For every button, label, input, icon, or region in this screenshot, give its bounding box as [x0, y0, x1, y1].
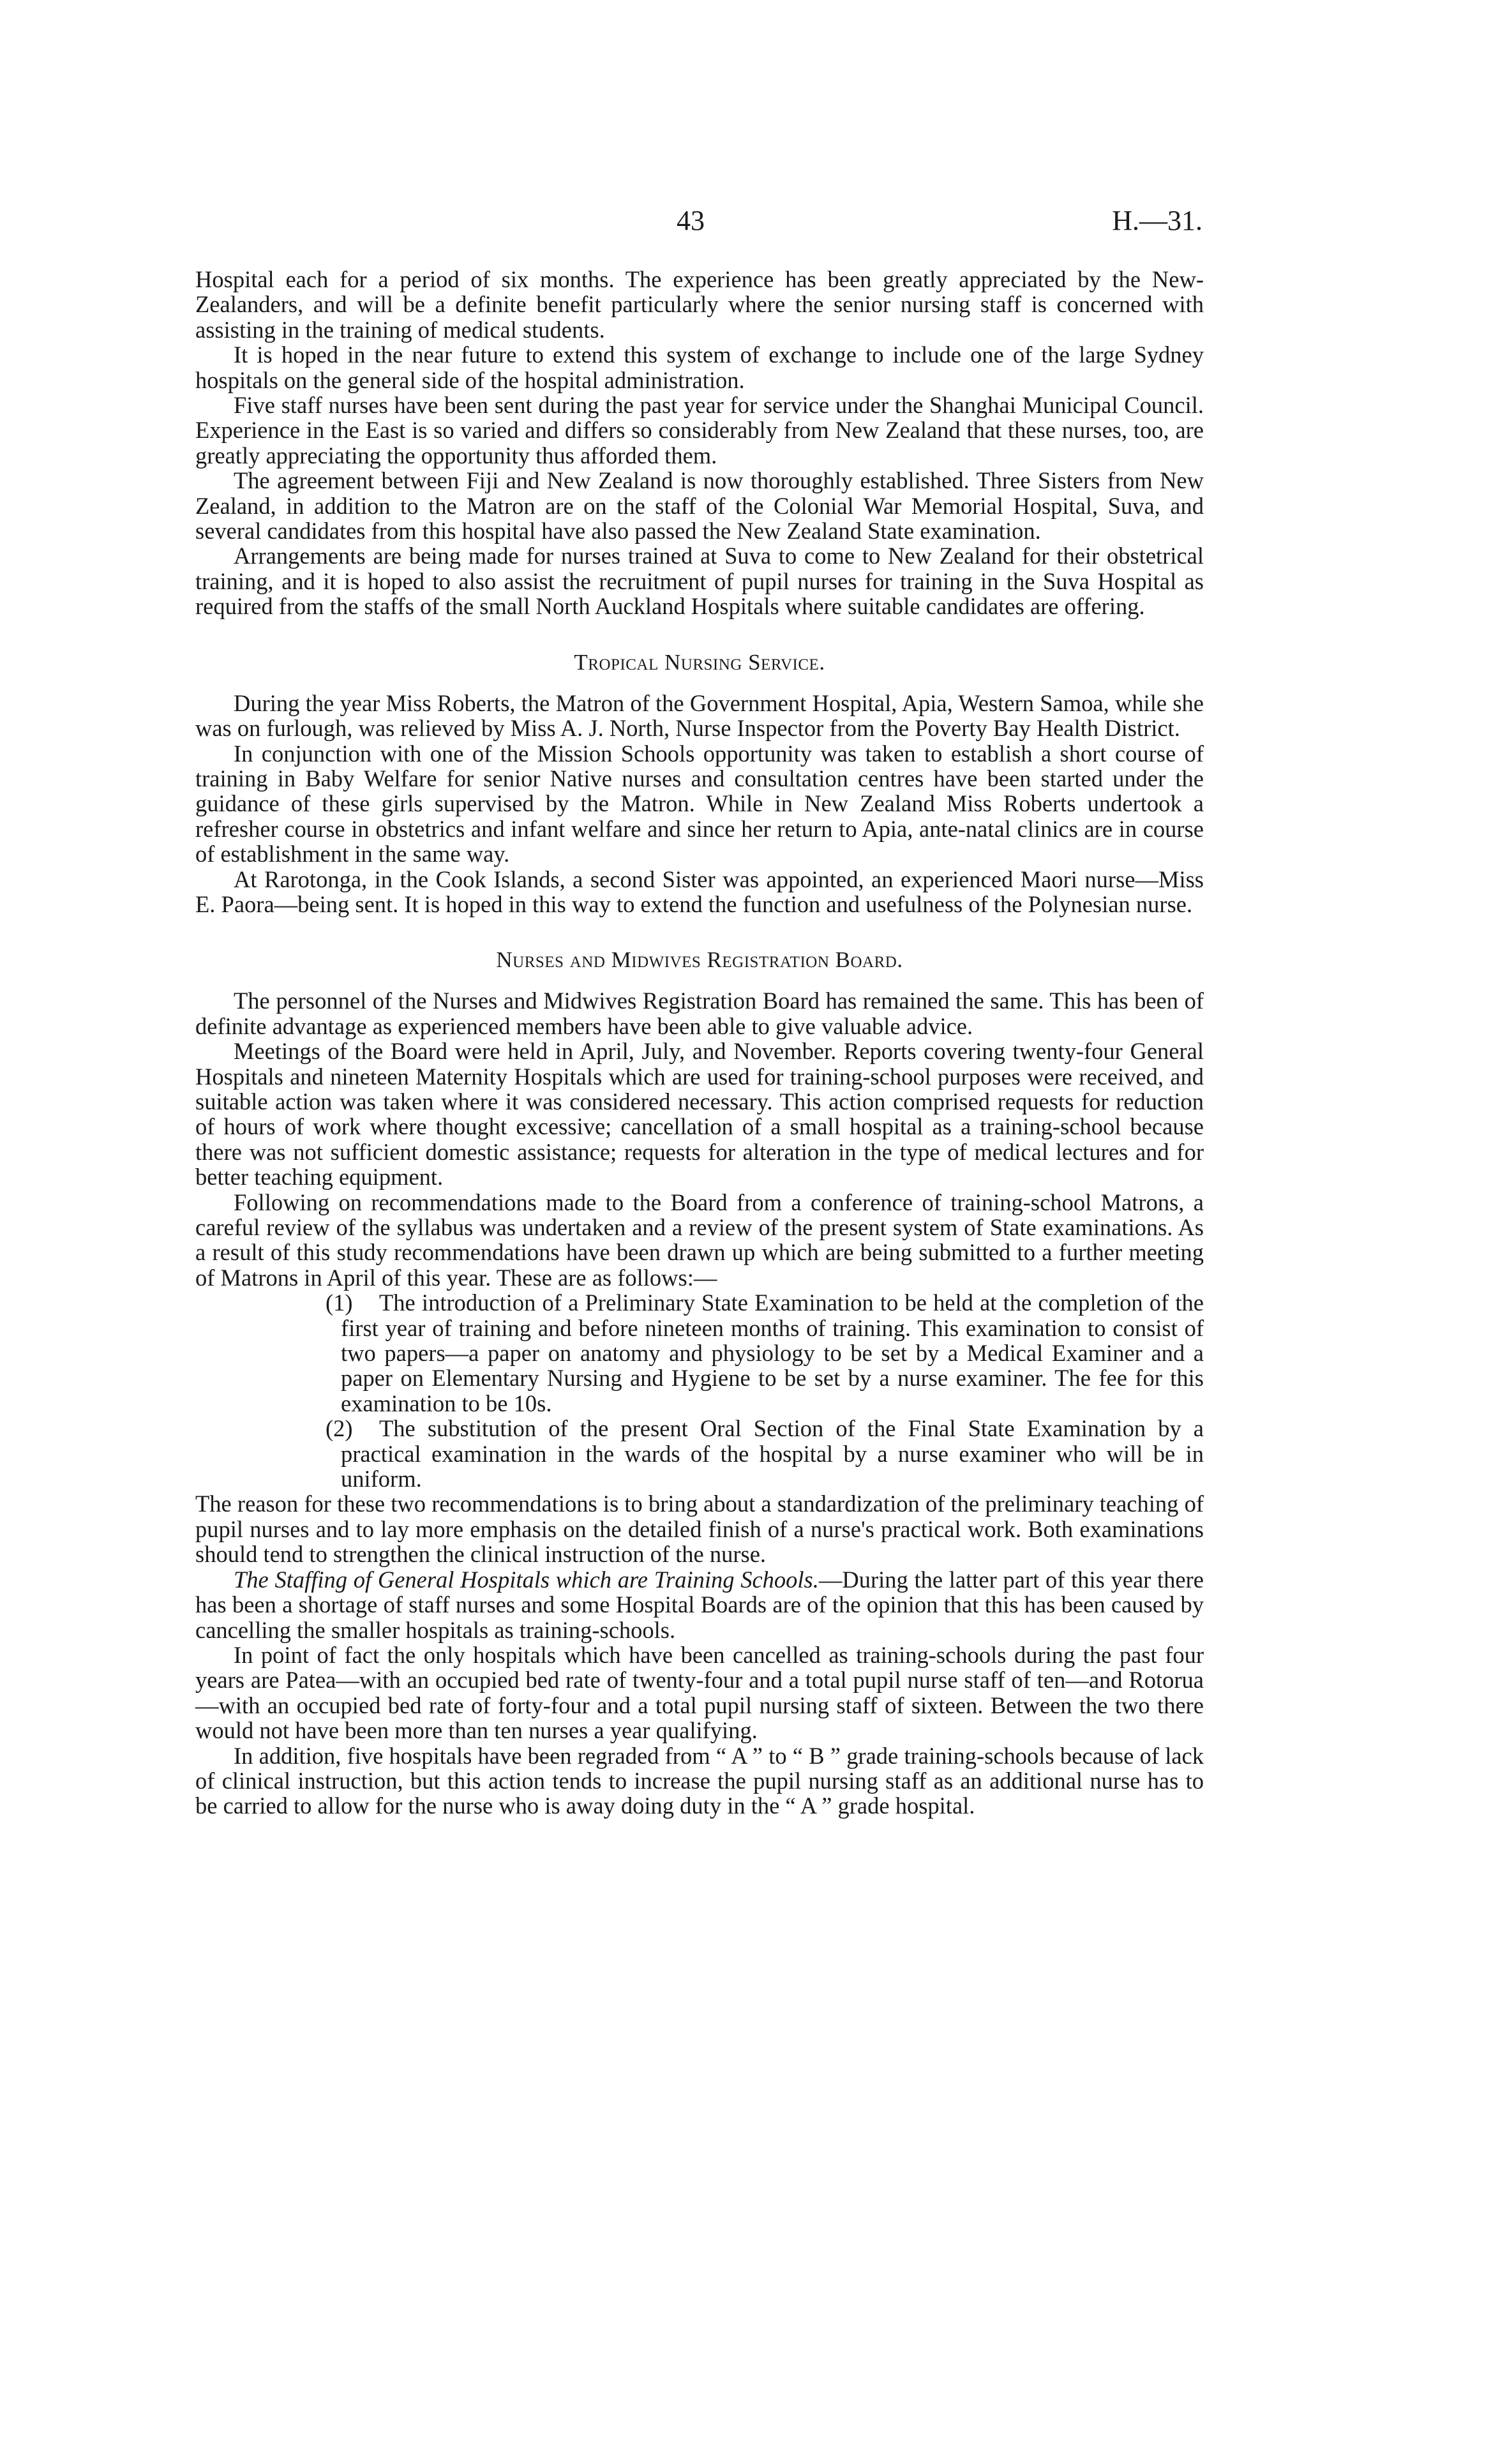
section-heading-tropical: Tropical Nursing Service.	[574, 649, 825, 675]
paragraph: The reason for these two recommendations is to bring about a standardization of the preliminary teaching of pupil nurses and to lay more emphasis on the detailed finish of a nurse's practical work. Both examinations should tend to strengthen the clinical instruction of the nurse.	[195, 1491, 1204, 1568]
paragraph: In point of fact the only hospitals which have been cancelled as training-schools during the past four years are Patea—with an occupied bed rate of twenty-four and a total pupil nurse staff of ten—and Rotorua—with an occupied bed rate of forty-four and a total pupil nursing staff of sixteen. Between the two there would not have been more than ten nurses a year qualifying.	[195, 1641, 1204, 1744]
paragraph: Hospital each for a period of six months. The experience has been greatly appreciated by the New-Zealanders, and will be a definite benefit particularly where the senior nursing staff is concerned with assisting in the training of medical students.	[195, 266, 1204, 343]
list-item-number: (2)	[326, 1415, 353, 1442]
list-item-number: (1)	[326, 1289, 353, 1316]
list-item	[213, 1290, 1204, 1416]
paragraph-staffing	[195, 1567, 1204, 1642]
paragraph: In conjunction with one of the Mission Schools opportunity was taken to establish a short course of training in Baby Welfare for senior Native nurses and consultation centres have been started under the guidance of these girls supervised by the Matron. While in New Zealand Miss Roberts undertook a refresher course in obstetrics and infant welfare and since her return to Apia, ante-natal clinics are in course of establishment in the same way.	[195, 740, 1204, 868]
section-heading-board: Nurses and Midwives Registration Board.	[496, 947, 903, 973]
paragraph: Meetings of the Board were held in April, July, and November. Reports covering twenty-four General Hospitals and nineteen Maternity Hospitals which are used for training-school purposes were received, and suitable action was taken where it was considered necessary. This action comprised requests for reduction of hours of work where thought excessive; cancellation of a small hospital as a training-school because there was not sufficient domestic assistance; requests for alteration in the type of medical lectures and for better teaching equipment.	[195, 1038, 1204, 1191]
paragraph: Five staff nurses have been sent during the past year for service under the Shanghai Municipal Council. Experience in the East is so varied and differs so considerably from New Zealand that these nurses, too, are greatly appreciating the opportunity thus afforded them.	[195, 392, 1204, 469]
document-body	[195, 267, 1204, 1819]
recommendations-list	[195, 1290, 1204, 1491]
list-item-text: The introduction of a Preliminary State Examination to be held at the completion of the first year of training and before nineteen months of training. This examination to consist of two papers—a paper on anatomy and physiology to be set by a Medical Examiner and a paper on Elementary Nursing and Hygiene to be set by a nurse examiner. The fee for this examination to be 10s.	[341, 1289, 1204, 1416]
list-item	[213, 1416, 1204, 1491]
paragraph: Arrangements are being made for nurses trained at Suva to come to New Zealand for their obstetrical training, and it is hoped to also assist the recruitment of pupil nurses for training in the Suva Hospital as required from the staffs of the small North Auckland Hospitals where suitable candidates are offering.	[195, 543, 1204, 620]
staffing-text: —During the latter part of this year there has been a shortage of staff nurses and some Hospital Boards are of the opinion that this has been caused by cancelling the smaller hospitals as training-schools.	[195, 1566, 1204, 1643]
document-reference: H.—31.	[1112, 205, 1203, 236]
paragraph: It is hoped in the near future to extend this system of exchange to include one of the large Sydney hospitals on the general side of the hospital administration.	[195, 342, 1204, 393]
paragraph: In addition, five hospitals have been regraded from “ A ” to “ B ” grade training-schools because of lack of clinical instruction, but this action tends to increase the pupil nursing staff as an additional nurse has to be carried to allow for the nurse who is away doing duty in the “ A ” grade hospital.	[195, 1742, 1204, 1819]
page-number: 43	[677, 205, 705, 236]
list-item-text: The substitution of the present Oral Section of the Final State Examination by a practical examination in the wards of the hospital by a nurse examiner who will be in uniform.	[341, 1415, 1204, 1492]
paragraph: At Rarotonga, in the Cook Islands, a second Sister was appointed, an experienced Maori nurse—Miss E. Paora—being sent. It is hoped in this way to extend the function and usefulness of the Polynesian nurse.	[195, 866, 1204, 917]
paragraph: The agreement between Fiji and New Zealand is now thoroughly established. Three Sisters from New Zealand, in addition to the Matron are on the staff of the Colonial War Memorial Hospital, Suva, and several candidates from this hospital have also passed the New Zealand State examination.	[195, 467, 1204, 545]
staffing-heading: The Staffing of General Hospitals which are Training Schools.	[234, 1566, 819, 1593]
paragraph: Following on recommendations made to the Board from a conference of training-school Matrons, a careful review of the syllabus was undertaken and a review of the present system of State examinations. As a result of this study recommendations have been drawn up which are being submitted to a further meeting of Matrons in April of this year. These are as follows:—	[195, 1189, 1204, 1291]
paragraph: During the year Miss Roberts, the Matron of the Government Hospital, Apia, Western Samoa, while she was on furlough, was relieved by Miss A. J. North, Nurse Inspector from the Poverty Bay Health District.	[195, 689, 1204, 742]
paragraph: The personnel of the Nurses and Midwives Registration Board has remained the same. This has been of definite advantage as experienced members have been able to give valuable advice.	[195, 988, 1204, 1039]
